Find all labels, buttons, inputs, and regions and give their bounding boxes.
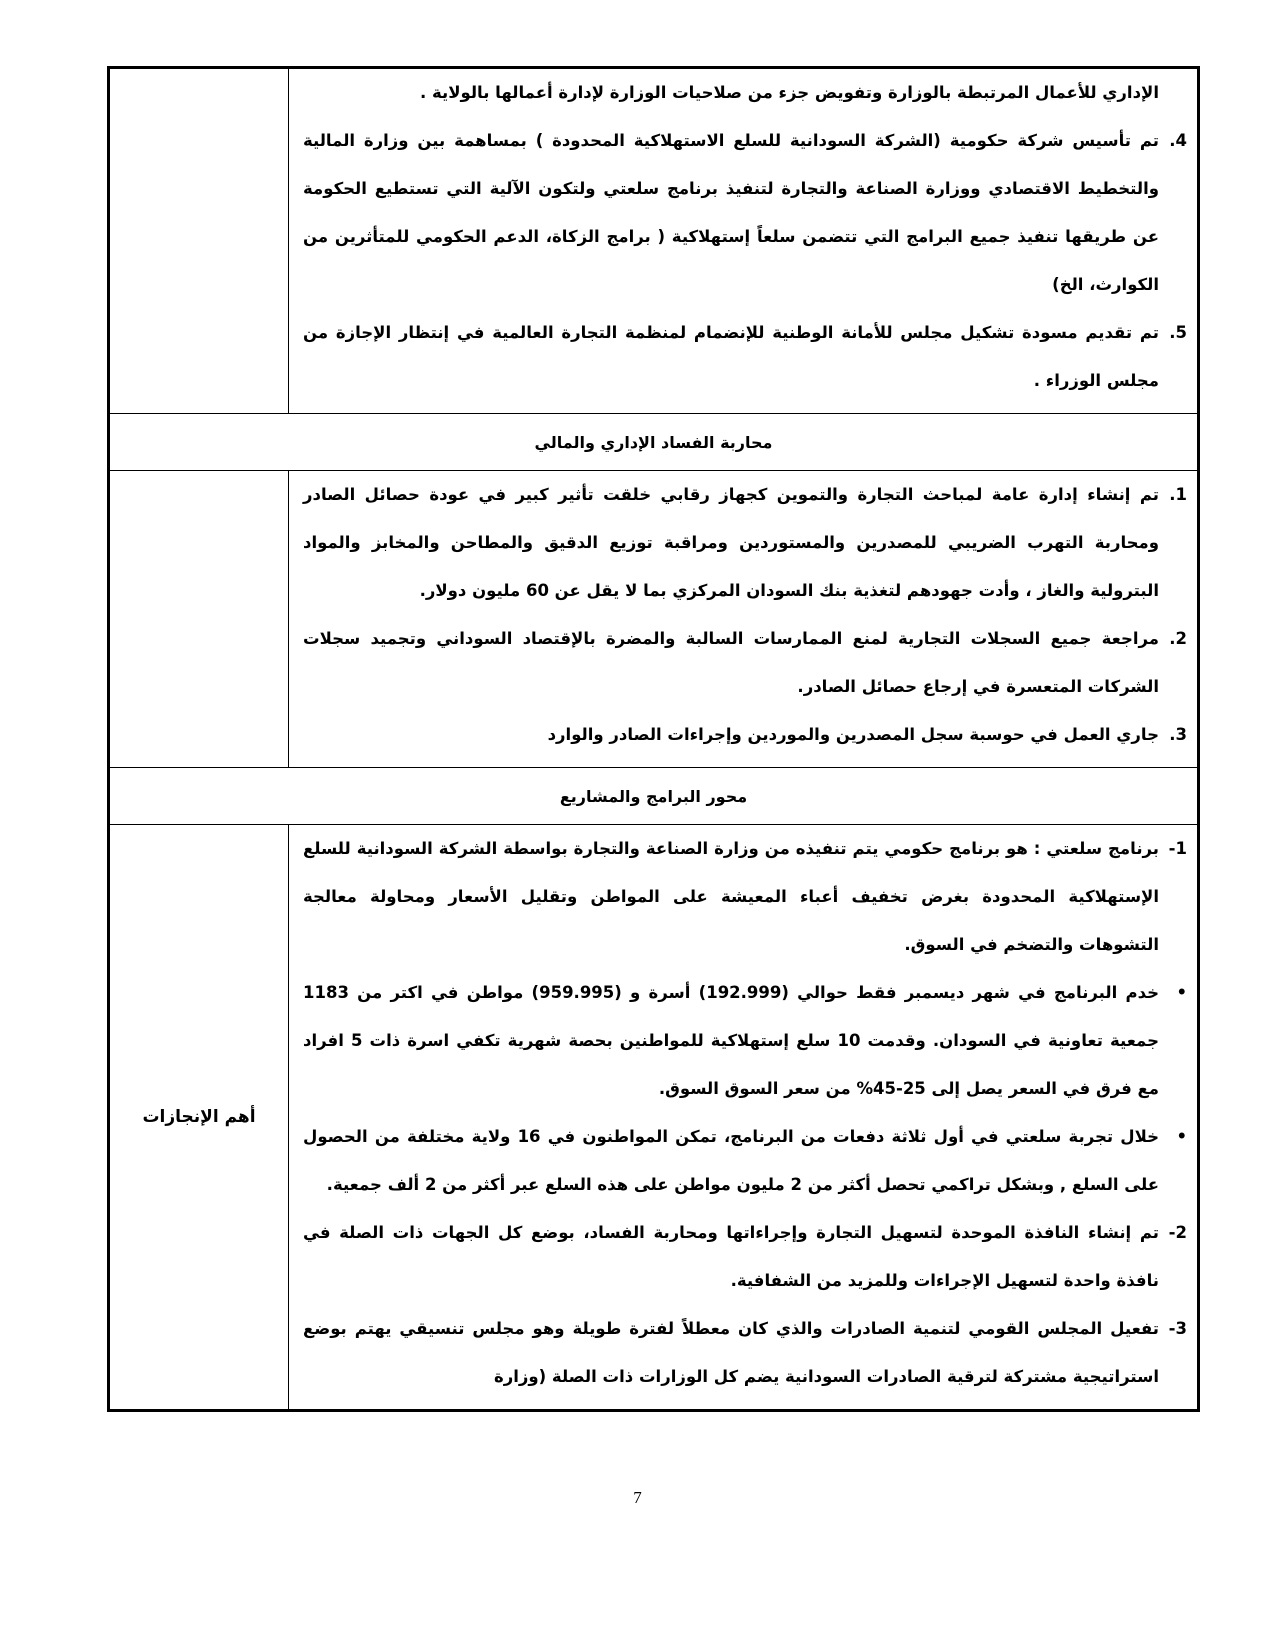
- list-marker: 2-: [1168, 1223, 1187, 1242]
- list-marker: 2.: [1169, 629, 1187, 648]
- table-row: [109, 768, 1199, 825]
- list-item-text: برنامج سلعتي : هو برنامج حكومي يتم تنفيذه من وزارة الصناعة والتجارة بواسطة الشركة السودانية للسلع الإستهلاكية المحدودة بغرض تخفيف أعباء المعيشة على المواطن وتقليل الأسعار ومحاولة معالجة التشوهات والتضخم في السوق.: [303, 839, 1159, 954]
- table-row: [109, 825, 1199, 1411]
- list-item-text: تم إنشاء إدارة عامة لمباحث التجارة والتموين كجهاز رقابي خلقت تأثير كبير في عودة حصائل الصادر ومحاربة التهرب الضريبي للمصدرين والمستوردين ومراقبة توزيع الدقيق والمطاحن والمخابز والمواد البترولية والغاز ، وأدت جهودهم لتغذية بنك السودان المركزي بما لا يقل عن 60 مليون دولار.: [303, 485, 1159, 600]
- list-item: [303, 309, 1187, 405]
- list-item-text: خدم البرنامج في شهر ديسمبر فقط حوالي (192.999) أسرة و (959.995) مواطن في اكتر من 1183 جمعية تعاونية في السودان. وقدمت 10 سلع إستهلاكية للمواطنين بحصة شهرية تكفي اسرة ذات 5 افراد مع فرق في السعر يصل إلى 25-45% من سعر السوق السوق.: [303, 983, 1159, 1098]
- page-number: 7: [633, 1488, 642, 1507]
- bullet-item: [303, 969, 1187, 1113]
- content-cell: [289, 471, 1199, 768]
- side-cell-empty: [109, 68, 289, 414]
- bullet-marker: •: [1176, 983, 1187, 1002]
- content-cell: [289, 68, 1199, 414]
- list-item-text: تم إنشاء النافذة الموحدة لتسهيل التجارة وإجراءاتها ومحاربة الفساد، بوضع كل الجهات ذات الصلة في نافذة واحدة لتسهيل الإجراءات وللمزيد من الشفافية.: [303, 1223, 1159, 1290]
- list-marker: 5.: [1169, 323, 1187, 342]
- list-item: [303, 825, 1187, 969]
- list-marker: 4.: [1169, 131, 1187, 150]
- list-item: [303, 1209, 1187, 1305]
- bullet-item: [303, 1113, 1187, 1209]
- list-item-text: خلال تجربة سلعتي في أول ثلاثة دفعات من البرنامج، تمكن المواطنون في 16 ولاية مختلفة من الحصول على السلع , وبشكل تراكمي تحصل أكثر من 2 مليون مواطن على هذه السلع عبر أكثر من 2 ألف جمعية.: [303, 1127, 1159, 1194]
- intro-paragraph: الإداري للأعمال المرتبطة بالوزارة وتفويض جزء من صلاحيات الوزارة لإدارة أعمالها بالولاية .: [419, 83, 1159, 102]
- list-item: [303, 117, 1187, 309]
- list-item: [303, 471, 1187, 615]
- table-row: [109, 414, 1199, 471]
- list-item-text: تم تأسيس شركة حكومية (الشركة السودانية للسلع الاستهلاكية المحدودة ) بمساهمة بين وزارة المالية والتخطيط الاقتصادي ووزارة الصناعة والتجارة لتنفيذ برنامج سلعتي ولتكون الآلية التي تستطيع الحكومة عن طريقها تنفيذ جميع البرامج التي تتضمن سلعاً إستهلاكية ( برامج الزكاة، الدعم الحكومي للمتأثرين من الكوارث، الخ): [303, 131, 1159, 294]
- list-item: [303, 711, 1187, 759]
- list-item: [303, 1305, 1187, 1401]
- list-marker: 1-: [1168, 839, 1187, 858]
- section-heading: محور البرامج والمشاريع: [109, 768, 1199, 825]
- list-item: [303, 615, 1187, 711]
- bullet-marker: •: [1176, 1127, 1187, 1146]
- list-marker: 3.: [1169, 725, 1187, 744]
- document-table: [107, 66, 1200, 1412]
- content-cell: [289, 825, 1199, 1411]
- list-marker: 3-: [1168, 1319, 1187, 1338]
- table-row: [109, 471, 1199, 768]
- table-row: [109, 68, 1199, 414]
- list-item-text: تم تقديم مسودة تشكيل مجلس للأمانة الوطنية للإنضمام لمنظمة التجارة العالمية في إنتظار الإجازة من مجلس الوزراء .: [303, 323, 1159, 390]
- list-item-text: مراجعة جميع السجلات التجارية لمنع الممارسات السالبة والمضرة بالإقتصاد السوداني وتجميد سجلات الشركات المتعسرة في إرجاع حصائل الصادر.: [303, 629, 1159, 696]
- side-label: أهم الإنجازات: [109, 825, 289, 1411]
- list-item-text: تفعيل المجلس القومي لتنمية الصادرات والذي كان معطلاً لفترة طويلة وهو مجلس تنسيقي يهتم بوضع استراتيجية مشتركة لترقية الصادرات السودانية يضم كل الوزارات ذات الصلة (وزارة: [303, 1319, 1159, 1386]
- list-item-text: جاري العمل في حوسبة سجل المصدرين والموردين وإجراءات الصادر والوارد: [547, 725, 1159, 744]
- side-cell-empty: [109, 471, 289, 768]
- section-heading: محاربة الفساد الإداري والمالي: [109, 414, 1199, 471]
- list-marker: 1.: [1169, 485, 1187, 504]
